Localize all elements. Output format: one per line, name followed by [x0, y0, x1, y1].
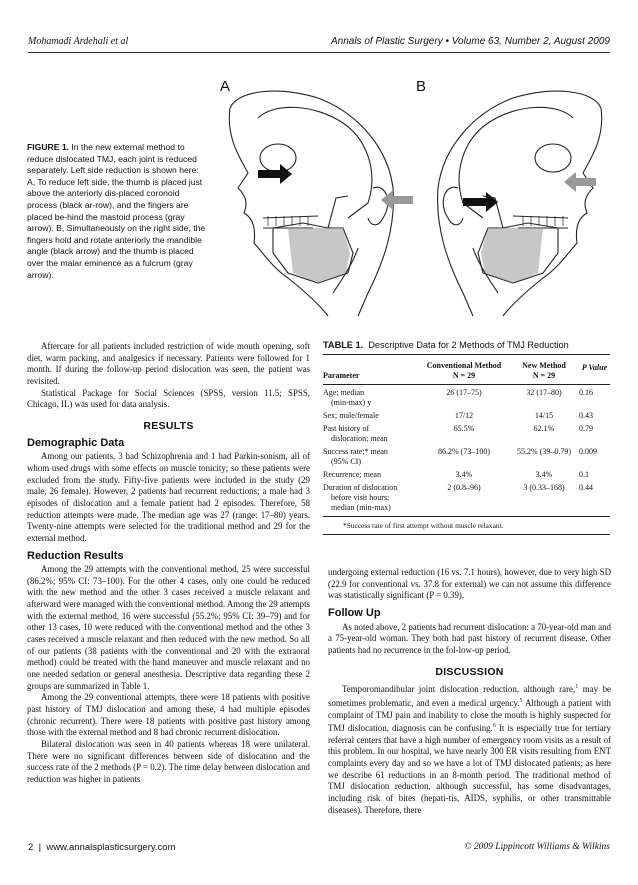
cell-conv: 17/12 — [454, 411, 474, 420]
paragraph-past-history: Among the 29 conventional attempts, there were 18 patients with positive past history of TMJ dislocation and among these, 4 had multiple episodes (chronic recurrent). There were 18 patients with positive past history among those with the external method and 8 had chronic recurrent dislocation. — [27, 692, 310, 738]
paragraph-follow-up: As noted above, 2 patients had recurrent dislocation: a 70-year-old man and a 75-year-old woman. They both had past history of recurrent disease. Other patients had no recurrence in the fol-low-up period. — [328, 621, 611, 655]
paragraph-spss: Statistical Package for Social Sciences (SPSS, version 11.5; SPSS, Chicago, IL) was used for data analysis. — [27, 387, 310, 410]
gray-arrow-b — [564, 172, 596, 192]
paragraph-continuation: undergoing external reduction (16 vs. 7.1 hours), however, due to very high SD (22.9 for conventional vs. 37.8 for external) we can not assume this difference was statistically significant (P = 0.39). — [328, 567, 611, 601]
cell-new: 55.2% (39–0.79) — [517, 447, 571, 456]
heading-follow-up: Follow Up — [328, 606, 381, 619]
journal-url[interactable]: www.annalsplasticsurgery.com — [46, 842, 176, 853]
table-row — [323, 467, 610, 480]
figure-label-b: B — [416, 78, 427, 95]
paragraph-aftercare: Aftercare for all patients included restriction of wide mouth opening, soft diet, warm packing, and analgesics if necessary. Patients were followed for 1 month. If during the follow-up period dislocation was seen, the patient was revisited. — [27, 341, 310, 386]
table-row — [323, 408, 610, 421]
cell-pv: 0.43 — [579, 411, 593, 420]
paragraph-bilateral: Bilateral dislocation was seen in 40 patients whereas 18 were unilateral. There were no significant differences between side of dislocation and the success rate of the 2 methods (P = 0.2). The time delay between dislocation and reduction was higher in patients — [27, 739, 310, 784]
copyright: © 2009 Lippincott Williams & Wilkins — [464, 842, 610, 852]
mandible-shade-a — [288, 228, 350, 283]
cell-conv: 2 (0.8–96) — [447, 483, 481, 492]
heading-reduction-results: Reduction Results — [27, 549, 124, 562]
skull-illustration — [218, 78, 613, 318]
left-column — [27, 341, 310, 786]
figure-caption-text: In the new external method to reduce dislocated TMJ, each joint is reduced separately. Left side reduction is shown here: A, To reduce left side, the thumb is placed just above the anteriorly dis-placed coronoid process (black ar-row), and the fingers are placed be-hind the mastoid process (gray arrow). B, Simultaneously on the right side, the fingers hold and rotate anteriorly the mandible angle (black arrow) and the thumb is placed over the malar eminence as a fulcrum (gray arrow). — [27, 142, 206, 280]
cell-new: 32 (17–80) — [526, 388, 562, 397]
cell-conv: 65.5% — [453, 424, 475, 433]
cell-new: 62.1% — [533, 424, 555, 433]
black-arrow-a — [258, 164, 292, 184]
col-header-parameter: Parameter — [323, 371, 360, 380]
cell-new: 3 (0.33–168) — [523, 483, 565, 492]
cell-conv: 3.4% — [455, 470, 473, 479]
col-header-new-n: N = 29 — [532, 371, 556, 380]
cell-pv: 0.44 — [579, 483, 593, 492]
cell-parameter: Recurrence; mean — [323, 470, 381, 479]
table-title: Descriptive Data for 2 Methods of TMJ Reduction — [368, 340, 569, 350]
table-row — [323, 385, 610, 409]
col-header-conventional-n: N = 29 — [452, 371, 476, 380]
paragraph-demographic: Among our patients, 3 had Schizophrenia and 1 had Parkin-sonism, all of whom used drugs with some effects on muscle tonicity; so these patients were excluded from the study. Fifty-five patients were included in the study (29 male, 26 female). However, 2 patients had recurrent reductions; a male had 3 episodes of dislocation and a female patient had 2 episodes. Therefore, 58 reduction attempts were made. The median age was 27 (range: 17–80) years. Twenty-nine attempts were selected for the traditional method and 29 for the external method. — [27, 451, 310, 543]
col-header-p-value: P Value — [581, 363, 608, 372]
cell-conv: 86.2% (73–100) — [438, 447, 490, 456]
cell-parameter: Duration of dislocation before visit hours; median (min-max) — [323, 483, 398, 512]
table-1 — [323, 340, 610, 535]
table-body — [323, 355, 610, 513]
table-caption — [323, 340, 610, 355]
table-row — [323, 444, 610, 467]
cell-parameter: Past history of dislocation; mean — [323, 424, 388, 443]
cell-new: 14/15 — [534, 411, 554, 420]
paragraph-reduction: Among the 29 attempts with the conventional method, 25 were successful (86.2%; 95% CI: 73–100). For the other 4 cases, only one could be reduced with the new method and the other 3 cases received a muscle relaxant and afterward were managed with the conventional method. Among the 29 attempts with the external method, 16 were successful (55.2%; 95% CI: 39–79) and for other 13 cases, 10 were reduced with the conventional method and the other 3 cases received a muscle relaxant and then reduced with the new method. So all of our patients (38 patients with the conventional and 20 with the extraoral method) could be treated with the hand maneuver and muscle relaxant and no one needed sedation or general anesthesia. Descriptive data regarding these 2 groups are summarized in Table 1. — [27, 564, 310, 691]
paragraph-discussion: Temporomandibular joint dislocation reduction, although rare,$^1$ may be sometimes problematic, and even a medical urgency.$^5$ Although a patient with complaint of TMJ pain and inability to close the mouth is highly suspected for TMJ dislocation, diagnosis can be confusing.$^6$ It is especially true for tertiary referral centers that have a high number of emergency room visits as a result of this problem. In our hospital, we have nearly 300 ER visits resulting from ENT complaints every day and so we have a lot of TMJ dislocated patients; as here we describe 61 reductions in an 8-month period. The traditional method of TMJ dislocation reduction, although successful, has some disadvantages, including risk of bites (hepati-tis, AIDS, syphilis, or other transmittable diseases). Therefore, there — [328, 684, 611, 815]
page-number: 2 — [28, 842, 34, 853]
col-header-new: New Method — [522, 361, 566, 370]
cell-pv: 0.009 — [579, 447, 597, 456]
col-header-conventional: Conventional Method — [426, 361, 502, 370]
cell-pv: 0.79 — [579, 424, 593, 433]
cell-new: 3.4% — [535, 470, 553, 479]
table-row — [323, 421, 610, 444]
running-header-authors: Mohamadi Ardehali et al — [28, 36, 129, 47]
heading-results: RESULTS — [143, 419, 194, 432]
black-arrow-b — [463, 192, 498, 212]
table-footnote: *Success rate of first attempt without muscle relaxant. — [323, 516, 610, 535]
cell-pv: 0.1 — [579, 470, 589, 479]
cell-parameter: Sex; male/female — [323, 411, 379, 420]
cell-pv: 0.16 — [579, 388, 593, 397]
page-footer-left — [28, 842, 176, 853]
table-label: TABLE 1. — [323, 340, 364, 350]
cell-parameter: Age; median (min-max) y — [323, 388, 372, 407]
figure-caption — [27, 142, 207, 281]
running-header-journal: Annals of Plastic Surgery • Volume 63, Number 2, August 2009 — [330, 36, 610, 47]
table-row — [323, 480, 610, 513]
footer-separator: | — [38, 842, 42, 853]
figure-illustration — [218, 78, 613, 318]
right-column — [328, 567, 611, 816]
cell-parameter: Success rate;* mean (95% CI) — [323, 447, 388, 466]
heading-demographic-data: Demographic Data — [27, 436, 125, 449]
figure-label-a: A — [220, 78, 231, 95]
heading-discussion: DISCUSSION — [435, 665, 504, 678]
cell-conv: 26 (17–75) — [446, 388, 482, 397]
header-rule — [28, 52, 610, 53]
figure-caption-label: FIGURE 1. — [27, 142, 70, 152]
